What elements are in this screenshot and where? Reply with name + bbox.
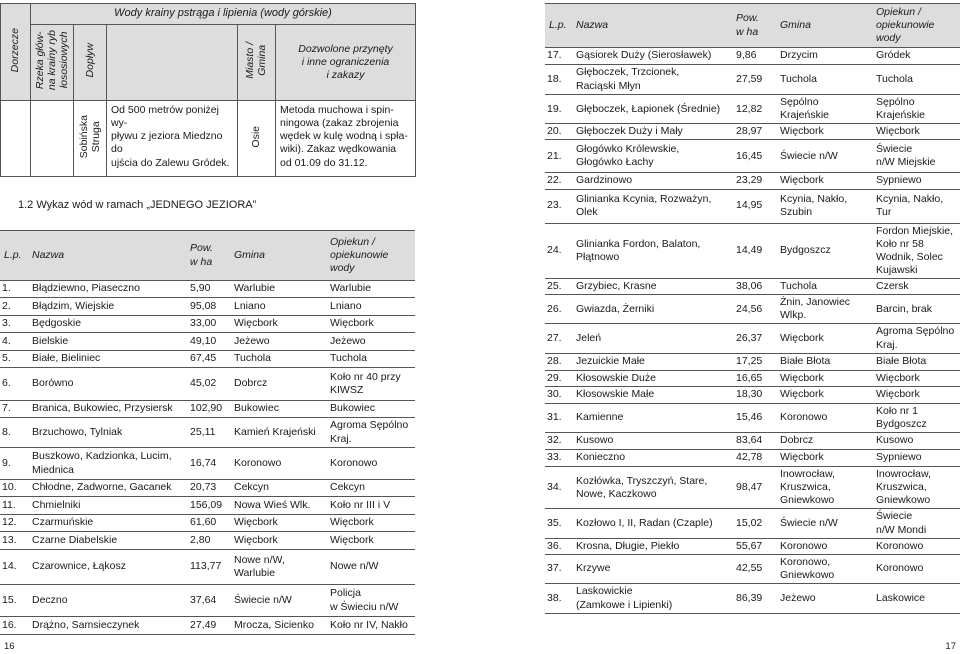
lake-name: Czarne Diabelskie: [28, 532, 186, 550]
lake-area: 26,37: [732, 324, 776, 353]
lake-name: Głęboczek Duży i Mały: [572, 124, 732, 140]
table-row: [0, 480, 415, 497]
lake-area: 42,78: [732, 450, 776, 467]
lake-area: 25,11: [186, 418, 230, 448]
lake-area: 86,39: [732, 584, 776, 614]
lake-name: Drążno, Samsieczynek: [28, 617, 186, 635]
lake-opiekun: Koło nr III i V: [326, 497, 415, 515]
lake-opiekun: Czersk: [872, 279, 960, 295]
row-number: 37.: [545, 554, 572, 583]
lake-gmina: Lniano: [230, 298, 326, 316]
row-number: 3.: [0, 316, 28, 333]
cell-rzeka-empty: [31, 101, 74, 177]
row-number: 38.: [545, 584, 572, 614]
lake-name: Gąsiorek Duży (Sierosławek): [572, 48, 732, 65]
row-number: 4.: [0, 333, 28, 351]
lake-gmina: Warlubie: [230, 281, 326, 298]
lake-area: 15,02: [732, 509, 776, 538]
lake-name: Błądziewno, Piaseczno: [28, 281, 186, 298]
lake-gmina: Koronowo, Gniewkowo: [776, 554, 872, 583]
section-heading: 1.2 Wykaz wód w ramach „JEDNEGO JEZIORA”: [18, 199, 257, 211]
lake-opiekun: Koronowo: [326, 448, 415, 480]
lake-name: Kamienne: [572, 403, 732, 432]
row-number: 23.: [545, 189, 572, 223]
lake-gmina: Koronowo: [776, 403, 872, 432]
row-number: 30.: [545, 386, 572, 403]
table-row: [545, 450, 960, 467]
lake-area: 12,82: [732, 95, 776, 124]
header-nazwa: Nazwa: [572, 4, 732, 48]
lake-area: 27,49: [186, 617, 230, 635]
row-number: 11.: [0, 497, 28, 515]
row-number: 9.: [0, 448, 28, 480]
lake-gmina: Więcbork: [776, 450, 872, 467]
table-row: [0, 281, 415, 298]
cell-miasto: Osie: [238, 101, 276, 177]
table-row: [0, 550, 415, 585]
lake-area: 23,29: [732, 173, 776, 189]
table-row: [0, 298, 415, 316]
lake-area: 49,10: [186, 333, 230, 351]
table-row: [545, 403, 960, 432]
row-number: 31.: [545, 403, 572, 432]
lake-area: 156,09: [186, 497, 230, 515]
lake-opiekun: Koło nr 40 przy KIWSZ: [326, 368, 415, 401]
table-row: [545, 386, 960, 403]
lakes-table-left: [0, 230, 415, 635]
header-gmina: Gmina: [230, 231, 326, 281]
lake-name: Głogówko Królewskie, Głogówko Łachy: [572, 140, 732, 173]
lake-name: Deczno: [28, 585, 186, 617]
lake-name: Głęboczek, Łapionek (Średnie): [572, 95, 732, 124]
table-row: [545, 370, 960, 386]
row-number: 14.: [0, 550, 28, 585]
row-number: 17.: [545, 48, 572, 65]
lake-gmina: Tuchola: [230, 351, 326, 368]
header-nazwa: Nazwa: [28, 231, 186, 281]
row-number: 10.: [0, 480, 28, 497]
lake-opiekun: Cekcyn: [326, 480, 415, 497]
header-dozwolone: Dozwolone przynęty i inne ograniczenia i zakazy: [276, 25, 416, 101]
row-number: 6.: [0, 368, 28, 401]
lake-opiekun: Nowe n/W: [326, 550, 415, 585]
table-row: [545, 509, 960, 538]
lake-gmina: Więcbork: [230, 532, 326, 550]
lake-area: 9,86: [732, 48, 776, 65]
header-rzeka: Rzeka głów- na krainy ryb łososiowych: [31, 25, 74, 101]
lake-gmina: Koronowo: [230, 448, 326, 480]
table-row: [0, 316, 415, 333]
lake-opiekun: Warlubie: [326, 281, 415, 298]
row-number: 34.: [545, 467, 572, 509]
header-opiekun: Opiekun / opiekunowie wody: [872, 4, 960, 48]
lake-opiekun: Laskowice: [872, 584, 960, 614]
mountain-waters-table: [0, 3, 416, 177]
table-row: [545, 173, 960, 189]
header-doplyw: Dopływ: [74, 25, 107, 101]
lakes-table-right: [545, 3, 960, 614]
lake-gmina: Tuchola: [776, 279, 872, 295]
lake-area: 28,97: [732, 124, 776, 140]
lake-opiekun: Świecie n/W Mondi: [872, 509, 960, 538]
lake-area: 14,49: [732, 223, 776, 279]
lake-opiekun: Sypniewo: [872, 450, 960, 467]
lake-opiekun: Agroma Sępólno Kraj.: [326, 418, 415, 448]
lake-gmina: Więcbork: [230, 515, 326, 532]
lake-area: 20,73: [186, 480, 230, 497]
lake-area: 38,06: [732, 279, 776, 295]
lake-opiekun: Jeżewo: [326, 333, 415, 351]
lake-name: Białe, Bieliniec: [28, 351, 186, 368]
lake-name: Konieczno: [572, 450, 732, 467]
lake-opiekun: Agroma Sępólno Kraj.: [872, 324, 960, 353]
lake-opiekun: Więcbork: [872, 386, 960, 403]
lake-name: Będgoskie: [28, 316, 186, 333]
lake-name: Krzywe: [572, 554, 732, 583]
lake-gmina: Więcbork: [776, 386, 872, 403]
lake-opiekun: Tuchola: [326, 351, 415, 368]
lake-name: Buszkowo, Kadzionka, Lucim, Miednica: [28, 448, 186, 480]
lake-area: 24,56: [732, 295, 776, 324]
lake-opiekun: Sypniewo: [872, 173, 960, 189]
lake-gmina: Więcbork: [776, 324, 872, 353]
page-number-right: 17: [945, 641, 956, 652]
lake-gmina: Świecie n/W: [776, 140, 872, 173]
row-number: 16.: [0, 617, 28, 635]
lake-area: 83,64: [732, 433, 776, 450]
lake-area: 55,67: [732, 538, 776, 554]
lake-name: Grzybiec, Krasne: [572, 279, 732, 295]
lake-opiekun: Więcbork: [326, 515, 415, 532]
row-number: 19.: [545, 95, 572, 124]
table-row: [0, 351, 415, 368]
lake-gmina: Świecie n/W: [776, 509, 872, 538]
row-number: 12.: [0, 515, 28, 532]
lake-area: 113,77: [186, 550, 230, 585]
lake-area: 67,45: [186, 351, 230, 368]
page-number-left: 16: [4, 641, 15, 652]
row-number: 22.: [545, 173, 572, 189]
lake-gmina: Koronowo: [776, 538, 872, 554]
table-row: [545, 324, 960, 353]
lake-name: Laskowickie (Zamkowe i Lipienki): [572, 584, 732, 614]
lake-gmina: Białe Błota: [776, 353, 872, 370]
lake-gmina: Nowa Wieś Wlk.: [230, 497, 326, 515]
lake-name: Czarmuńskie: [28, 515, 186, 532]
lake-area: 37,64: [186, 585, 230, 617]
row-number: 27.: [545, 324, 572, 353]
table-row: [0, 532, 415, 550]
lake-area: 17,25: [732, 353, 776, 370]
lake-area: 95,08: [186, 298, 230, 316]
lake-opiekun: Więcbork: [326, 532, 415, 550]
lake-name: Chłodne, Zadworne, Gacanek: [28, 480, 186, 497]
row-number: 7.: [0, 401, 28, 418]
header-gmina: Gmina: [776, 4, 872, 48]
lake-area: 15,46: [732, 403, 776, 432]
lake-gmina: Więcbork: [776, 173, 872, 189]
lake-name: Kłosowskie Duże: [572, 370, 732, 386]
header-opiekun: Opiekun / opiekunowie wody: [326, 231, 415, 281]
row-number: 32.: [545, 433, 572, 450]
table-header-row: [545, 4, 960, 48]
lake-name: Gardzinowo: [572, 173, 732, 189]
lake-opiekun: Kcynia, Nakło, Tur: [872, 189, 960, 223]
lake-opiekun: Więcbork: [872, 370, 960, 386]
cell-opis: Od 500 metrów poniżej wy- pływu z jeziora Miedzno do ujścia do Zalewu Gródek.: [107, 101, 238, 177]
table-row: [0, 368, 415, 401]
table-row: [545, 353, 960, 370]
lake-opiekun: Koło nr IV, Nakło: [326, 617, 415, 635]
lake-gmina: Dobrcz: [230, 368, 326, 401]
table-row: [0, 448, 415, 480]
lake-area: 16,65: [732, 370, 776, 386]
lake-name: Błądzim, Wiejskie: [28, 298, 186, 316]
lake-gmina: Cekcyn: [230, 480, 326, 497]
table-row: [0, 617, 415, 635]
lake-opiekun: Koło nr 1 Bydgoszcz: [872, 403, 960, 432]
lake-gmina: Kcynia, Nakło, Szubin: [776, 189, 872, 223]
lake-area: 102,90: [186, 401, 230, 418]
table-row: [545, 65, 960, 95]
lake-gmina: Bydgoszcz: [776, 223, 872, 279]
row-number: 33.: [545, 450, 572, 467]
lake-area: 2,80: [186, 532, 230, 550]
lake-gmina: Tuchola: [776, 65, 872, 95]
lake-gmina: Dobrcz: [776, 433, 872, 450]
lake-name: Jezuickie Małe: [572, 353, 732, 370]
row-number: 28.: [545, 353, 572, 370]
table-row: [545, 189, 960, 223]
row-number: 2.: [0, 298, 28, 316]
lake-name: Borówno: [28, 368, 186, 401]
table-row: [545, 433, 960, 450]
lake-opiekun: Barcin, brak: [872, 295, 960, 324]
row-number: 5.: [0, 351, 28, 368]
mountain-waters-title: Wody krainy pstrąga i lipienia (wody górskie): [31, 4, 416, 25]
table-row: [545, 295, 960, 324]
lake-gmina: Bukowiec: [230, 401, 326, 418]
header-lp: L.p.: [545, 4, 572, 48]
lake-opiekun: Fordon Miejskie, Koło nr 58 Wodnik, Solec Kujawski: [872, 223, 960, 279]
table-row: [545, 584, 960, 614]
lake-area: 18,30: [732, 386, 776, 403]
table-row: [0, 333, 415, 351]
row-number: 8.: [0, 418, 28, 448]
row-number: 24.: [545, 223, 572, 279]
table-row: [545, 554, 960, 583]
header-pow: Pow. w ha: [732, 4, 776, 48]
row-number: 36.: [545, 538, 572, 554]
lake-gmina: Kamień Krajeński: [230, 418, 326, 448]
lake-gmina: Więcbork: [776, 370, 872, 386]
header-opis-blank: [107, 25, 238, 101]
header-lp: L.p.: [0, 231, 28, 281]
lake-opiekun: Sępólno Krajeńskie: [872, 95, 960, 124]
table-row: [0, 418, 415, 448]
lake-opiekun: Gródek: [872, 48, 960, 65]
row-number: 1.: [0, 281, 28, 298]
table-row: [0, 515, 415, 532]
lake-name: Jeleń: [572, 324, 732, 353]
row-number: 15.: [0, 585, 28, 617]
lake-name: Glinianka Fordon, Balaton, Płątnowo: [572, 223, 732, 279]
lake-area: 61,60: [186, 515, 230, 532]
lake-area: 42,55: [732, 554, 776, 583]
lake-name: Glinianka Kcynia, Rozważyn, Olek: [572, 189, 732, 223]
row-number: 20.: [545, 124, 572, 140]
lake-opiekun: Lniano: [326, 298, 415, 316]
lake-name: Głęboczek, Trzcionek, Raciąski Młyn: [572, 65, 732, 95]
table-row: [0, 497, 415, 515]
lake-name: Brzuchowo, Tylniak: [28, 418, 186, 448]
lake-gmina: Mrocza, Sicienko: [230, 617, 326, 635]
lake-opiekun: Tuchola: [872, 65, 960, 95]
table-row: [545, 223, 960, 279]
lake-gmina: Sępólno Krajeńskie: [776, 95, 872, 124]
lake-gmina: Więcbork: [776, 124, 872, 140]
lake-opiekun: Kusowo: [872, 433, 960, 450]
cell-doplyw: Sobińska Struga: [74, 101, 107, 177]
lake-name: Kozłówka, Tryszczyń, Stare, Nowe, Kaczkowo: [572, 467, 732, 509]
lake-area: 27,59: [732, 65, 776, 95]
lake-opiekun: Białe Błota: [872, 353, 960, 370]
lake-name: Kusowo: [572, 433, 732, 450]
lake-gmina: Żnin, Janowiec Wlkp.: [776, 295, 872, 324]
lake-opiekun: Bukowiec: [326, 401, 415, 418]
lake-area: 16,45: [732, 140, 776, 173]
lake-area: 33,00: [186, 316, 230, 333]
lake-name: Branica, Bukowiec, Przysiersk: [28, 401, 186, 418]
table-row: [545, 95, 960, 124]
table-row: [545, 467, 960, 509]
lake-opiekun: Świecie n/W Miejskie: [872, 140, 960, 173]
lake-gmina: Inowrocław, Kruszwica, Gniewkowo: [776, 467, 872, 509]
row-number: 18.: [545, 65, 572, 95]
row-number: 13.: [0, 532, 28, 550]
lake-opiekun: Policja w Świeciu n/W: [326, 585, 415, 617]
cell-ograniczenia: Metoda muchowa i spin- ningowa (zakaz zbrojenia wędek w kulę wodną i spła- wiki). Zakaz wędkowania od 01.09 do 31.12.: [276, 101, 416, 177]
lake-opiekun: Więcbork: [326, 316, 415, 333]
table-row: [0, 401, 415, 418]
row-number: 26.: [545, 295, 572, 324]
lake-opiekun: Więcbork: [872, 124, 960, 140]
cell-dorzecze-empty: [1, 101, 31, 177]
lake-area: 98,47: [732, 467, 776, 509]
lake-gmina: Jeżewo: [230, 333, 326, 351]
header-miasto: Miasto / Gmina: [238, 25, 276, 101]
lake-opiekun: Inowrocław, Kruszwica, Gniewkowo: [872, 467, 960, 509]
lake-name: Kłosowskie Małe: [572, 386, 732, 403]
lake-name: Gwiazda, Żerniki: [572, 295, 732, 324]
table-row: [545, 48, 960, 65]
table-row: [0, 585, 415, 617]
lake-gmina: Więcbork: [230, 316, 326, 333]
lake-area: 14,95: [732, 189, 776, 223]
table-row: [545, 279, 960, 295]
lake-gmina: Nowe n/W, Warlubie: [230, 550, 326, 585]
lake-opiekun: Koronowo: [872, 554, 960, 583]
row-number: 25.: [545, 279, 572, 295]
header-pow: Pow. w ha: [186, 231, 230, 281]
lake-area: 5,90: [186, 281, 230, 298]
header-dorzecze: Dorzecze: [1, 4, 31, 101]
lake-name: Krosna, Długie, Piekło: [572, 538, 732, 554]
lake-name: Czarownice, Łąkosz: [28, 550, 186, 585]
lake-name: Chmielniki: [28, 497, 186, 515]
table-row: [545, 140, 960, 173]
lake-gmina: Świecie n/W: [230, 585, 326, 617]
lake-area: 16,74: [186, 448, 230, 480]
lake-area: 45,02: [186, 368, 230, 401]
table-row: [545, 538, 960, 554]
lake-name: Kozłowo I, II, Radan (Czaple): [572, 509, 732, 538]
lake-name: Bielskie: [28, 333, 186, 351]
table-header-row: [0, 231, 415, 281]
lake-gmina: Jeżewo: [776, 584, 872, 614]
row-number: 29.: [545, 370, 572, 386]
row-number: 35.: [545, 509, 572, 538]
lake-opiekun: Koronowo: [872, 538, 960, 554]
table-row: [545, 124, 960, 140]
row-number: 21.: [545, 140, 572, 173]
lake-gmina: Drzycim: [776, 48, 872, 65]
